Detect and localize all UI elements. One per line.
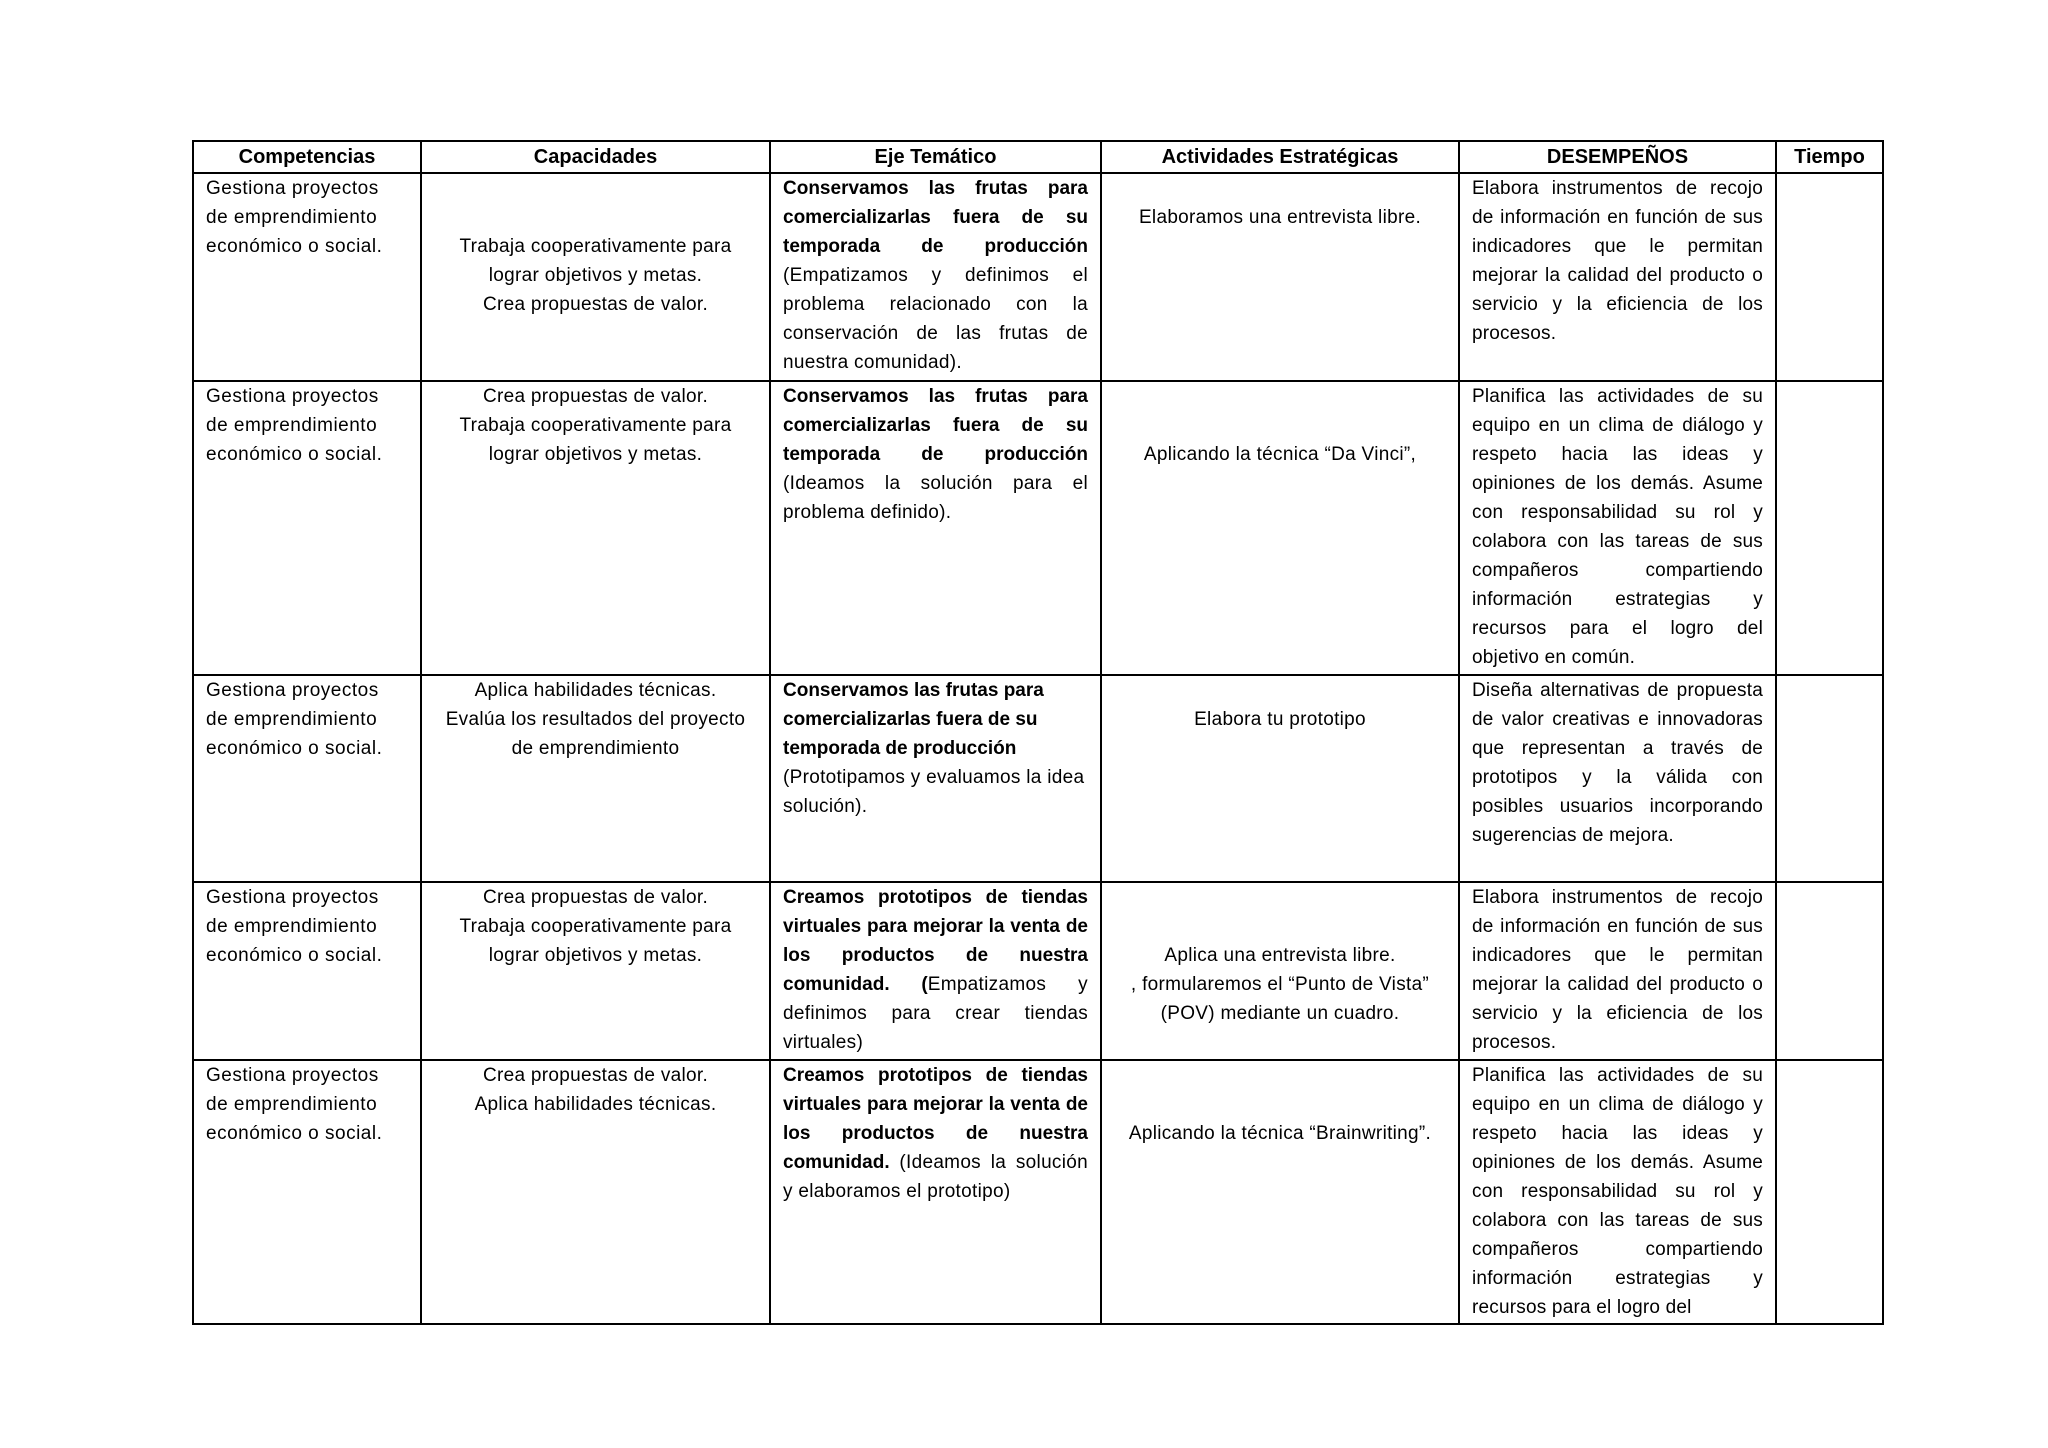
eje-description: (Ideamos la solución y elaboramos el prototipo): [783, 1152, 1088, 1202]
competencia-line: Gestiona proyectos: [206, 178, 379, 199]
competencia-line: económico o social.: [206, 444, 383, 465]
competencia-line: Gestiona proyectos: [206, 1065, 379, 1086]
competencia-line: Gestiona proyectos: [206, 887, 379, 908]
actividades-cell: [1101, 882, 1459, 1060]
table-row: [193, 173, 1883, 381]
capacidad-line: Aplica habilidades técnicas.: [474, 1094, 717, 1115]
tiempo-cell: [1776, 882, 1883, 1060]
tiempo-cell: [1776, 173, 1883, 381]
competencia-cell: [193, 1060, 421, 1324]
competencia-line: de emprendimiento: [206, 709, 378, 730]
actividades-cell: [1101, 381, 1459, 675]
table-row: [193, 882, 1883, 1060]
eje-description: Empatizamos y definimos para crear tiendas virtuales): [783, 974, 1088, 1053]
capacidad-line: Trabaja cooperativamente para: [459, 916, 732, 937]
capacidad-line: de emprendimiento: [511, 738, 680, 759]
desempenos-cell: Elabora instrumentos de recojo de información en función de sus indicadores que le permitan mejorar la calidad del producto o servicio y la eficiencia de los procesos.: [1459, 882, 1776, 1060]
competencia-line: económico o social.: [206, 1123, 383, 1144]
actividad-line: (POV) mediante un cuadro.: [1160, 1003, 1400, 1024]
competencia-line: Gestiona proyectos: [206, 386, 379, 407]
header-tiempo: Tiempo: [1776, 141, 1883, 173]
capacidades-cell: [421, 381, 770, 675]
tiempo-cell: [1776, 1060, 1883, 1324]
actividad-line: Aplicando la técnica “Da Vinci”,: [1143, 444, 1417, 465]
competencia-line: económico o social.: [206, 945, 383, 966]
tiempo-cell: [1776, 675, 1883, 882]
capacidad-line: Crea propuestas de valor.: [482, 294, 709, 315]
actividades-cell: [1101, 675, 1459, 882]
table-row: [193, 381, 1883, 675]
capacidad-line: Trabaja cooperativamente para: [459, 415, 732, 436]
competencia-line: de emprendimiento: [206, 916, 378, 937]
competencia-line: económico o social.: [206, 738, 383, 759]
eje-title: Conservamos las frutas para comercializarlas fuera de su temporada de producción: [783, 680, 1044, 759]
desempenos-cell: Elabora instrumentos de recojo de información en función de sus indicadores que le permitan mejorar la calidad del producto o servicio y la eficiencia de los procesos.: [1459, 173, 1776, 381]
header-capacidades: Capacidades: [421, 141, 770, 173]
header-desempenos: DESEMPEÑOS: [1459, 141, 1776, 173]
capacidades-cell: [421, 882, 770, 1060]
eje-tematico-cell: [770, 381, 1101, 675]
competencia-cell: [193, 173, 421, 381]
competencia-cell: [193, 675, 421, 882]
eje-description: (Ideamos la solución para el problema definido).: [783, 473, 1088, 523]
capacidad-line: Aplica habilidades técnicas.: [474, 680, 717, 701]
actividad-line: , formularemos el “Punto de Vista”: [1130, 974, 1430, 995]
header-actividades: Actividades Estratégicas: [1101, 141, 1459, 173]
planning-table: [192, 140, 1884, 1325]
header-competencias: Competencias: [193, 141, 421, 173]
capacidades-cell: [421, 173, 770, 381]
actividad-line: Aplicando la técnica “Brainwriting”.: [1128, 1123, 1432, 1144]
actividad-line: Elabora tu prototipo: [1194, 709, 1366, 730]
competencia-cell: [193, 882, 421, 1060]
eje-tematico-cell: [770, 675, 1101, 882]
eje-title: Creamos prototipos de tiendas virtuales para mejorar la venta de los productos de nuestra comunidad. (: [783, 887, 1088, 995]
capacidad-line: lograr objetivos y metas.: [488, 265, 703, 286]
header-row: [193, 141, 1883, 173]
table-row: [193, 1060, 1883, 1324]
competencia-line: Gestiona proyectos: [206, 680, 379, 701]
desempenos-cell: Planifica las actividades de su equipo en un clima de diálogo y respeto hacia las ideas y opiniones de los demás. Asume con responsabilidad su rol y colabora con las tareas de sus compañeros compartiendo información estrategias y recursos para el logro del objetivo en común.: [1459, 381, 1776, 675]
competencia-line: económico o social.: [206, 236, 383, 257]
eje-title: Conservamos las frutas para comercializarlas fuera de su temporada de producción: [783, 178, 1088, 257]
actividad-line: Aplica una entrevista libre.: [1164, 945, 1396, 966]
header-eje-tematico: Eje Temático: [770, 141, 1101, 173]
table-row: [193, 675, 1883, 882]
capacidades-cell: [421, 1060, 770, 1324]
eje-description: (Prototipamos y evaluamos la idea solución).: [783, 767, 1085, 817]
capacidad-line: lograr objetivos y metas.: [488, 444, 703, 465]
capacidad-line: Crea propuestas de valor.: [482, 1065, 709, 1086]
competencia-line: de emprendimiento: [206, 207, 378, 228]
capacidad-line: Crea propuestas de valor.: [482, 887, 709, 908]
actividades-cell: [1101, 1060, 1459, 1324]
tiempo-cell: [1776, 381, 1883, 675]
eje-tematico-cell: [770, 882, 1101, 1060]
desempenos-cell: Diseña alternativas de propuesta de valor creativas e innovadoras que representan a través de prototipos y la válida con posibles usuarios incorporando sugerencias de mejora.: [1459, 675, 1776, 882]
actividad-line: Elaboramos una entrevista libre.: [1138, 207, 1422, 228]
eje-tematico-cell: [770, 173, 1101, 381]
capacidades-cell: [421, 675, 770, 882]
competencia-line: de emprendimiento: [206, 1094, 378, 1115]
eje-title: Creamos prototipos de tiendas virtuales para mejorar la venta de los productos de nuestra comunidad.: [783, 1065, 1088, 1173]
eje-tematico-cell: [770, 1060, 1101, 1324]
desempenos-cell: Planifica las actividades de su equipo en un clima de diálogo y respeto hacia las ideas y opiniones de los demás. Asume con responsabilidad su rol y colabora con las tareas de sus compañeros compartiendo información estrategias y recursos para el logro del: [1459, 1060, 1776, 1324]
capacidad-line: lograr objetivos y metas.: [488, 945, 703, 966]
capacidad-line: Evalúa los resultados del proyecto: [445, 709, 746, 730]
capacidad-line: Trabaja cooperativamente para: [459, 236, 732, 257]
eje-title: Conservamos las frutas para comercializarlas fuera de su temporada de producción: [783, 386, 1088, 465]
competencia-line: de emprendimiento: [206, 415, 378, 436]
competencia-cell: [193, 381, 421, 675]
eje-description: (Empatizamos y definimos el problema relacionado con la conservación de las frutas de nuestra comunidad).: [783, 265, 1088, 373]
capacidad-line: Crea propuestas de valor.: [482, 386, 709, 407]
actividades-cell: [1101, 173, 1459, 381]
